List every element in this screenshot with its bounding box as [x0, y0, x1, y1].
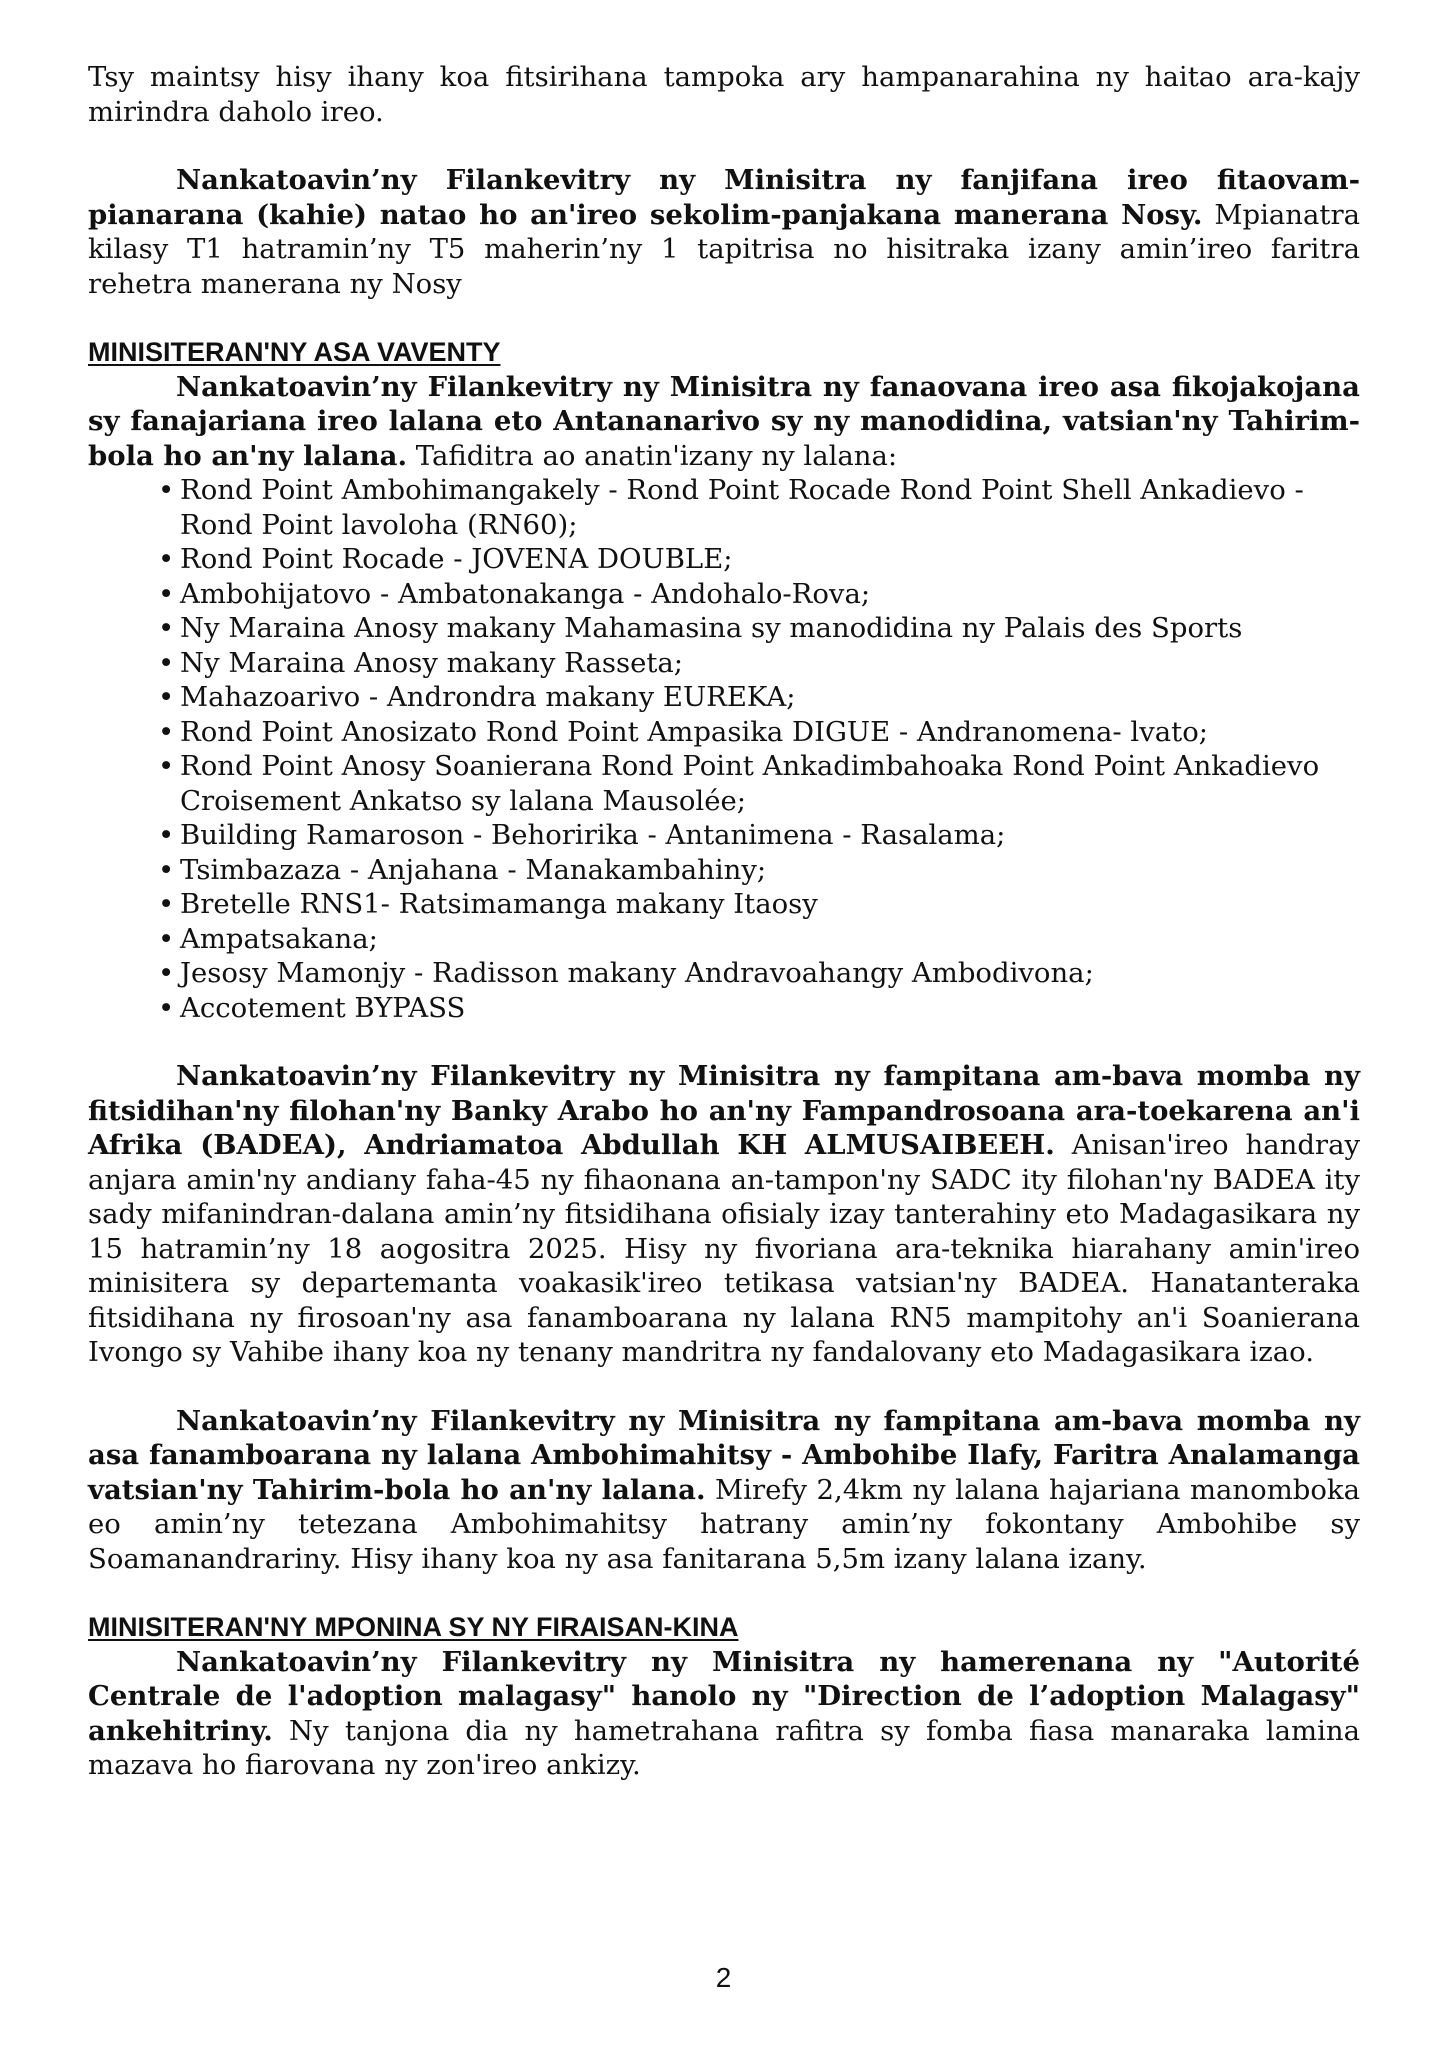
- vaventy-ambohimahitsy-body: Mirefy 2,4km ny lalana hajariana manomboka eo amin’ny tetezana Ambohimahitsy hatrany amin’ny fokontany Ambohibe sy Soamanandrariny. Hisy ihany koa ny asa fanitarana 5,5m izany lalana izany.: [88, 1473, 1360, 1575]
- list-item: • Ny Maraina Anosy makany Mahamasina sy manodidina ny Palais des Sports: [158, 611, 1360, 646]
- vaventy-badea-body: Anisan'ireo handray anjara amin'ny andiany faha-45 ny fihaonana an-tampon'ny SADC ity filohan'ny BADEA ity sady mifanindran-dalana amin’ny fitsidihana ofisialy izay tanterahiny eto Madagasikara ny 15 hatramin’ny 18 aogositra 2025. Hisy ny fivoriana ara-teknika hiarahany amin'ireo minisitera sy departemanta voakasik'ireo tetikasa vatsian'ny BADEA. Hanatanteraka fitsidihana ny firosoan'ny asa fanamboarana ny lalana RN5 mampitohy an'i Soanierana Ivongo sy Vahibe ihany koa ny tenany mandritra ny fandalovany eto Madagasikara izao.: [88, 1129, 1360, 1368]
- spacer: [88, 1025, 1360, 1059]
- vaventy-paragraph-roads: [88, 370, 1360, 474]
- spacer: [88, 129, 1360, 163]
- list-item: • Rond Point Anosizato Rond Point Ampasika DIGUE - Andranomena- lvato;: [158, 715, 1360, 750]
- education-paragraph: [88, 163, 1360, 301]
- spacer: [88, 1370, 1360, 1404]
- page-number: 2: [715, 1962, 732, 1993]
- spacer: [88, 301, 1360, 335]
- list-item: • Rond Point Ambohimangakely - Rond Point Rocade Rond Point Shell Ankadievo - Rond Point lavoloha (RN60);: [158, 473, 1360, 542]
- mponina-paragraph-adoption: [88, 1645, 1360, 1783]
- list-item: • Building Ramaroson - Behoririka - Antanimena - Rasalama;: [158, 818, 1360, 853]
- list-item: • Jesosy Mamonjy - Radisson makany Andravoahangy Ambodivona;: [158, 956, 1360, 991]
- section-title-mponina: MINISITERAN'NY MPONINA SY NY FIRAISAN-KINA: [88, 1612, 739, 1642]
- education-lead: Nankatoavin’ny Filankevitry ny Minisitra ny fanjifana ireo fitaovam-pianarana (kahie) natao ho an'ireo sekolim-panjakana manerana Nosy.: [88, 164, 1360, 231]
- document-page: [88, 60, 1360, 1783]
- list-item: • Mahazoarivo - Androndra makany EUREKA;: [158, 680, 1360, 715]
- intro-paragraph: Tsy maintsy hisy ihany koa fitsirihana tampoka ary hampanarahina ny haitao ara-kajy mirindra daholo ireo.: [88, 61, 1360, 128]
- vaventy-ambohimahitsy-lead: Nankatoavin’ny Filankevitry ny Minisitra ny fampitana am-bava momba ny asa fanamboarana ny lalana Ambohimahitsy - Ambohibe Ilafy, Faritra Analamanga vatsian'ny Tahirim-bola ho an'ny lalana.: [88, 1404, 1360, 1506]
- list-item: • Rond Point Rocade - JOVENA DOUBLE;: [158, 542, 1360, 577]
- vaventy-paragraph-ambohimahitsy: [88, 1404, 1360, 1577]
- vaventy-roads-lead: Nankatoavin’ny Filankevitry ny Minisitra ny fanaovana ireo asa fikojakojana sy fanajariana ireo lalana eto Antananarivo sy ny manodidina, vatsian'ny Tahirim-bola ho an'ny lalana.: [88, 370, 1360, 472]
- list-item: • Tsimbazaza - Anjahana - Manakambahiny;: [158, 853, 1360, 888]
- vaventy-badea-lead: Nankatoavin’ny Filankevitry ny Minisitra ny fampitana am-bava momba ny fitsidihan'ny filohan'ny Banky Arabo ho an'ny Fampandrosoana ara-toekarena an'i Afrika (BADEA), Andriamatoa Abdullah KH ALMUSAIBEEH.: [88, 1060, 1360, 1161]
- vaventy-paragraph-badea: [88, 1059, 1360, 1370]
- list-item: • Accotement BYPASS: [158, 991, 1360, 1026]
- list-item: • Rond Point Anosy Soanierana Rond Point Ankadimbahoaka Rond Point Ankadievo Croisement Ankatso sy lalana Mausolée;: [158, 749, 1360, 818]
- education-body: Mpianatra kilasy T1 hatramin’ny T5 maherin’ny 1 tapitrisa no hisitraka izany amin’ireo faritra rehetra manerana ny Nosy: [88, 198, 1360, 300]
- section-title-vaventy: MINISITERAN'NY ASA VAVENTY: [88, 337, 501, 367]
- route-list: [88, 473, 1360, 1025]
- mponina-adoption-body: Ny tanjona dia ny hametrahana rafitra sy fomba fiasa manaraka lamina mazava ho fiarovana ny zon'ireo ankizy.: [88, 1714, 1360, 1781]
- list-item: • Ny Maraina Anosy makany Rasseta;: [158, 646, 1360, 681]
- list-item: • Ampatsakana;: [158, 922, 1360, 957]
- spacer: [88, 1576, 1360, 1610]
- list-item: • Bretelle RNS1- Ratsimamanga makany Itaosy: [158, 887, 1360, 922]
- list-item: • Ambohijatovo - Ambatonakanga - Andohalo-Rova;: [158, 577, 1360, 612]
- mponina-adoption-lead: Nankatoavin’ny Filankevitry ny Minisitra ny hamerenana ny "Autorité Centrale de l'adoption malagasy" hanolo ny "Direction de l’adoption Malagasy" ankehitriny.: [88, 1645, 1360, 1747]
- vaventy-roads-body: Tafiditra ao anatin'izany ny lalana:: [407, 439, 898, 472]
